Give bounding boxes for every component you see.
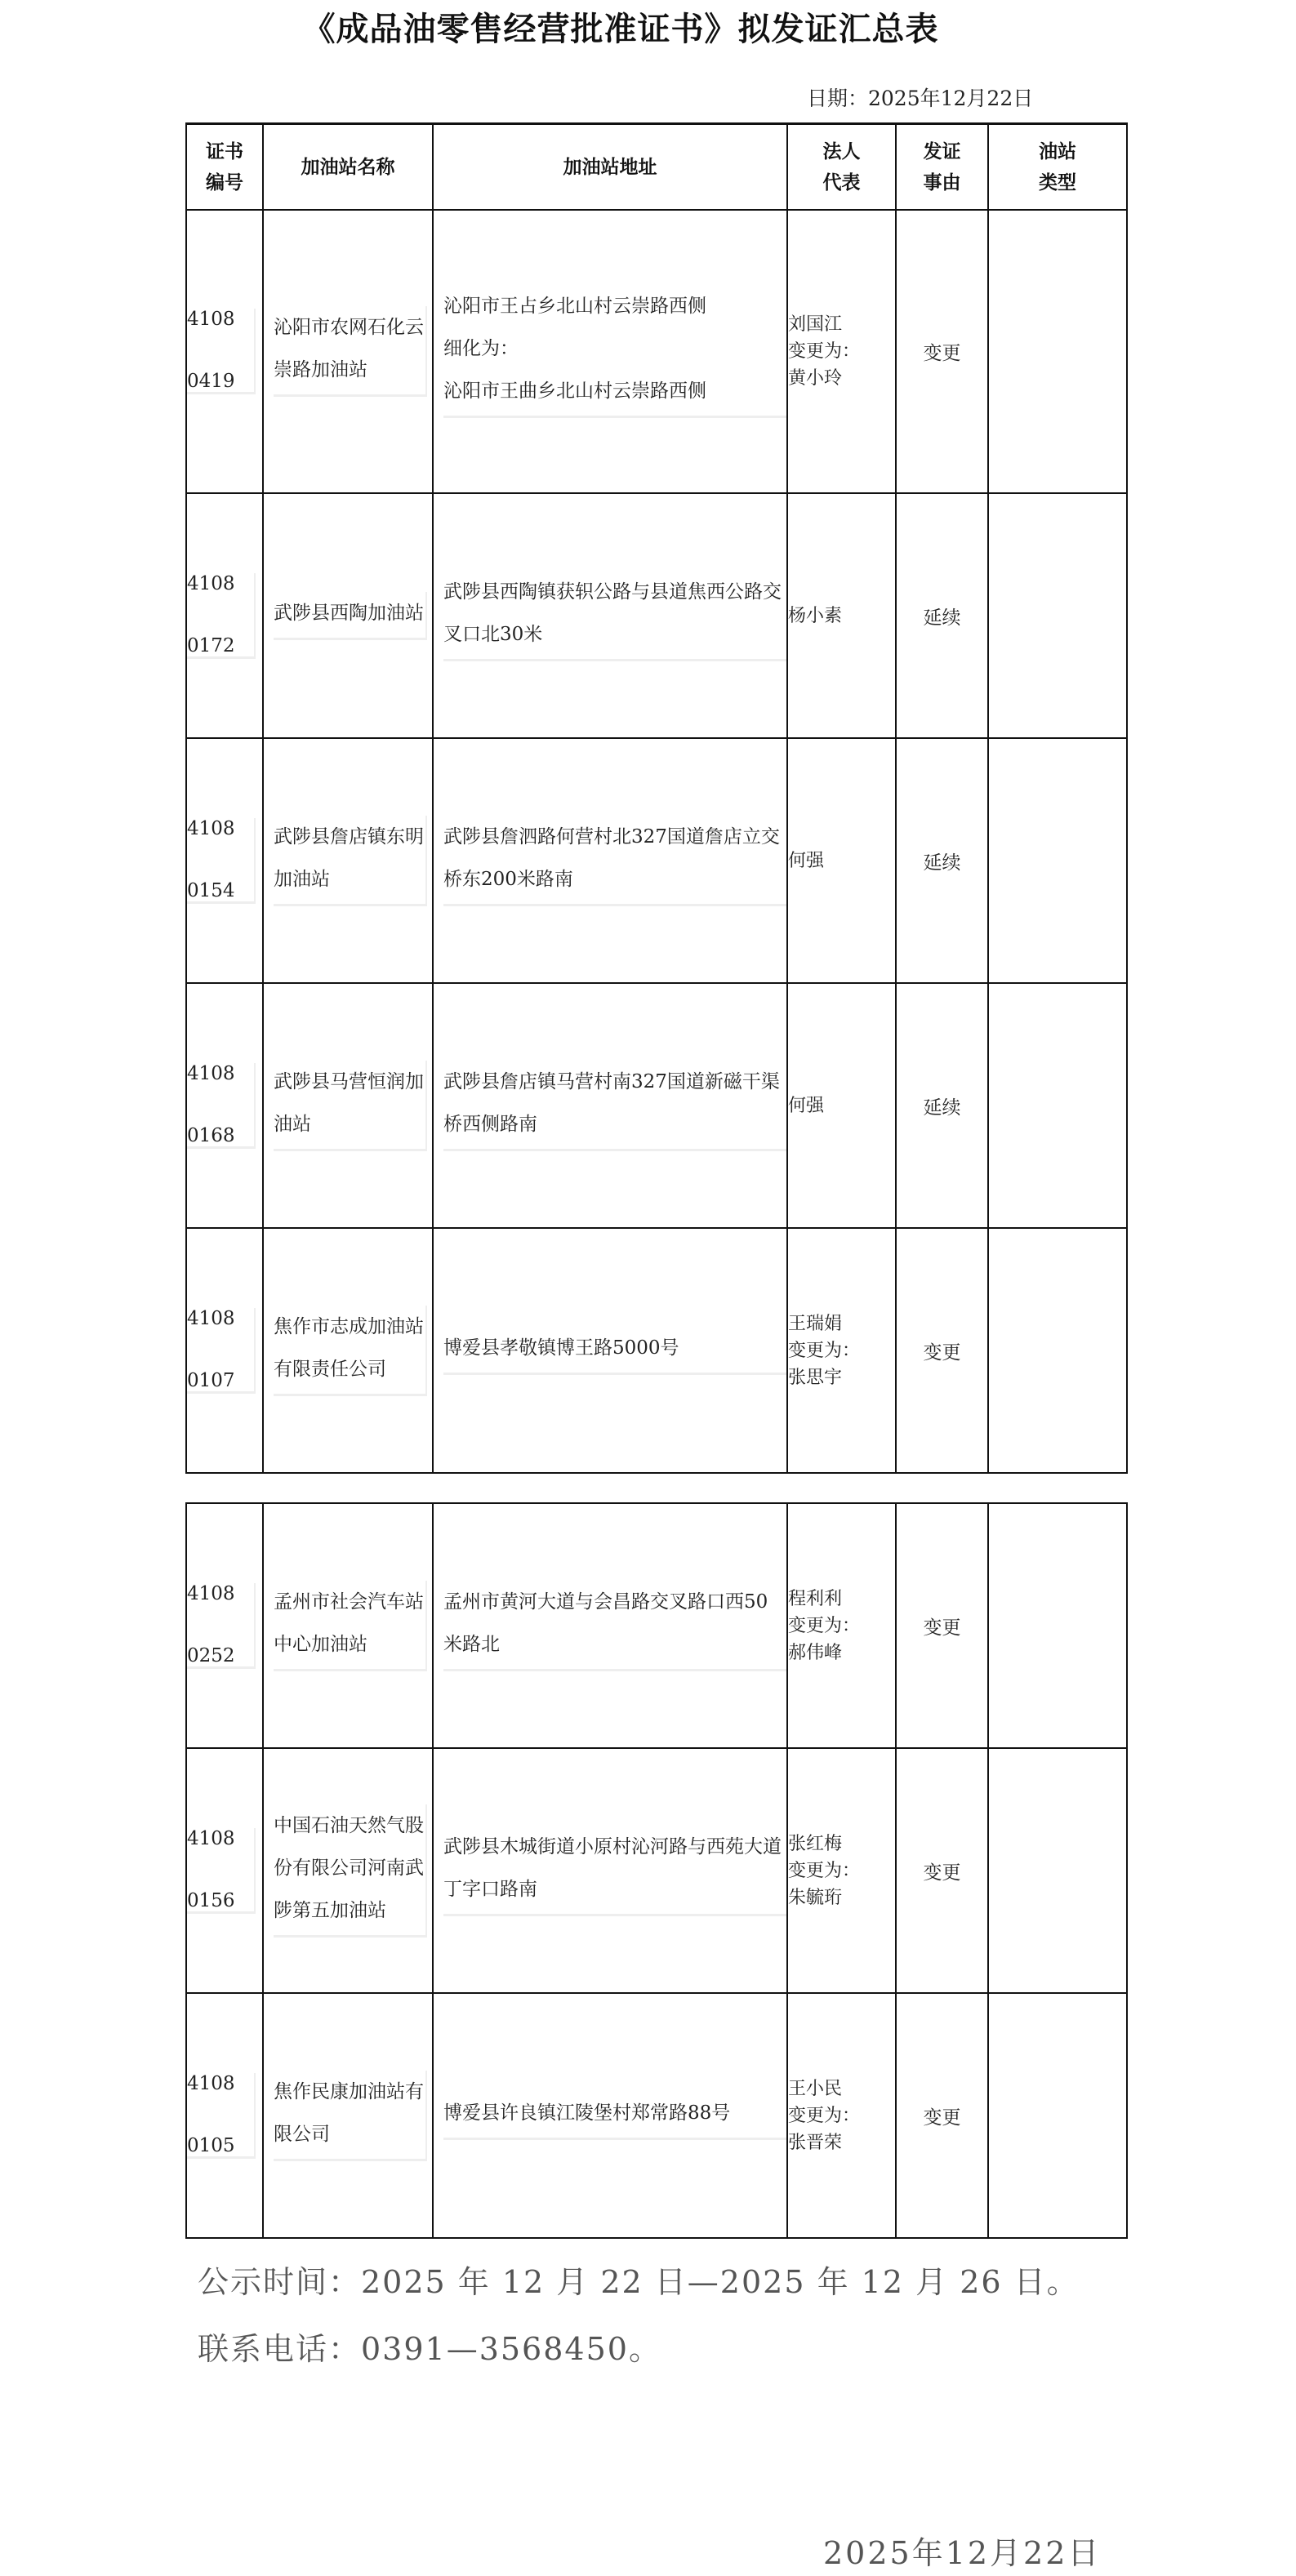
contact-phone: 联系电话：0391—3568450。	[198, 2331, 661, 2367]
station-type-cell	[988, 983, 1127, 1228]
table-row	[186, 1993, 1127, 2238]
cert-no-cell: 4108 0105	[186, 1993, 263, 2238]
station-name-cell: 焦作民康加油站有限公司	[263, 1993, 433, 2238]
cert-no-cell: 4108 0172	[186, 493, 263, 738]
cert-no-cell: 4108 0107	[186, 1228, 263, 1473]
legal-rep-cell: 王小民 变更为： 张晋荣	[787, 1993, 896, 2238]
station-type-cell	[988, 493, 1127, 738]
station-name-cell: 焦作市志成加油站有限责任公司	[263, 1228, 433, 1473]
header-reason: 发证 事由	[896, 124, 988, 211]
station-type-cell	[988, 1748, 1127, 1993]
station-name-cell: 沁阳市农网石化云崇路加油站	[263, 210, 433, 493]
cert-no-cell: 4108 0154	[186, 738, 263, 983]
header-station-address: 加油站地址	[433, 124, 787, 211]
legal-rep-cell: 何强	[787, 738, 896, 983]
station-address-cell: 武陟县西陶镇获轵公路与县道焦西公路交叉口北30米	[433, 493, 787, 738]
table-row	[186, 738, 1127, 983]
station-name-cell: 武陟县詹店镇东明加油站	[263, 738, 433, 983]
table-row	[186, 1228, 1127, 1473]
station-type-cell	[988, 1503, 1127, 1748]
reason-cell: 延续	[896, 983, 988, 1228]
station-address-cell: 孟州市黄河大道与会昌路交叉路口西50米路北	[433, 1503, 787, 1748]
legal-rep-cell: 张红梅 变更为： 朱毓珩	[787, 1748, 896, 1993]
table-header-row	[186, 124, 1127, 211]
cert-no-cell: 4108 0419	[186, 210, 263, 493]
table-row	[186, 983, 1127, 1228]
header-cert-no: 证书 编号	[186, 124, 263, 211]
cert-no-cell: 4108 0252	[186, 1503, 263, 1748]
reason-cell: 变更	[896, 1503, 988, 1748]
reason-cell: 变更	[896, 1993, 988, 2238]
reason-cell: 变更	[896, 210, 988, 493]
cert-no-cell: 4108 0168	[186, 983, 263, 1228]
table-row	[186, 1503, 1127, 1748]
reason-cell: 延续	[896, 738, 988, 983]
station-address-cell: 博爱县许良镇江陵堡村郑常路88号	[433, 1993, 787, 2238]
station-name-cell: 武陟县西陶加油站	[263, 493, 433, 738]
reason-cell: 变更	[896, 1228, 988, 1473]
station-address-cell: 武陟县詹店镇马营村南327国道新磁干渠桥西侧路南	[433, 983, 787, 1228]
station-address-cell: 沁阳市王占乡北山村云崇路西侧 细化为： 沁阳市王曲乡北山村云崇路西侧	[433, 210, 787, 493]
legal-rep-cell: 程利利 变更为： 郝伟峰	[787, 1503, 896, 1748]
legal-rep-cell: 刘国江 变更为： 黄小玲	[787, 210, 896, 493]
table-row	[186, 210, 1127, 493]
table-row	[186, 1748, 1127, 1993]
legal-rep-cell: 王瑞娟 变更为： 张思宇	[787, 1228, 896, 1473]
header-legal-rep: 法人 代表	[787, 124, 896, 211]
table-row	[186, 493, 1127, 738]
station-name-cell: 孟州市社会汽车站中心加油站	[263, 1503, 433, 1748]
sign-date: 2025年12月22日	[823, 2535, 1102, 2571]
reason-cell: 延续	[896, 493, 988, 738]
station-address-cell: 武陟县木城街道小原村沁河路与西苑大道丁字口路南	[433, 1748, 787, 1993]
station-type-cell	[988, 210, 1127, 493]
station-type-cell	[988, 1993, 1127, 2238]
station-name-cell: 中国石油天然气股份有限公司河南武陟第五加油站	[263, 1748, 433, 1993]
station-name-cell: 武陟县马营恒润加油站	[263, 983, 433, 1228]
station-address-cell: 博爱县孝敬镇博王路5000号	[433, 1228, 787, 1473]
header-station-type: 油站 类型	[988, 124, 1127, 211]
approval-table-page-2	[185, 1502, 1128, 2239]
document-date: 日期：2025年12月22日	[807, 87, 1034, 110]
reason-cell: 变更	[896, 1748, 988, 1993]
legal-rep-cell: 杨小素	[787, 493, 896, 738]
approval-table-page-1	[185, 122, 1128, 1474]
document-title: 《成品油零售经营批准证书》拟发证汇总表	[302, 11, 939, 48]
cert-no-cell: 4108 0156	[186, 1748, 263, 1993]
header-station-name: 加油站名称	[263, 124, 433, 211]
station-type-cell	[988, 1228, 1127, 1473]
station-type-cell	[988, 738, 1127, 983]
station-address-cell: 武陟县詹泗路何营村北327国道詹店立交桥东200米路南	[433, 738, 787, 983]
legal-rep-cell: 何强	[787, 983, 896, 1228]
publicity-period: 公示时间：2025 年 12 月 22 日—2025 年 12 月 26 日。	[198, 2264, 1080, 2300]
